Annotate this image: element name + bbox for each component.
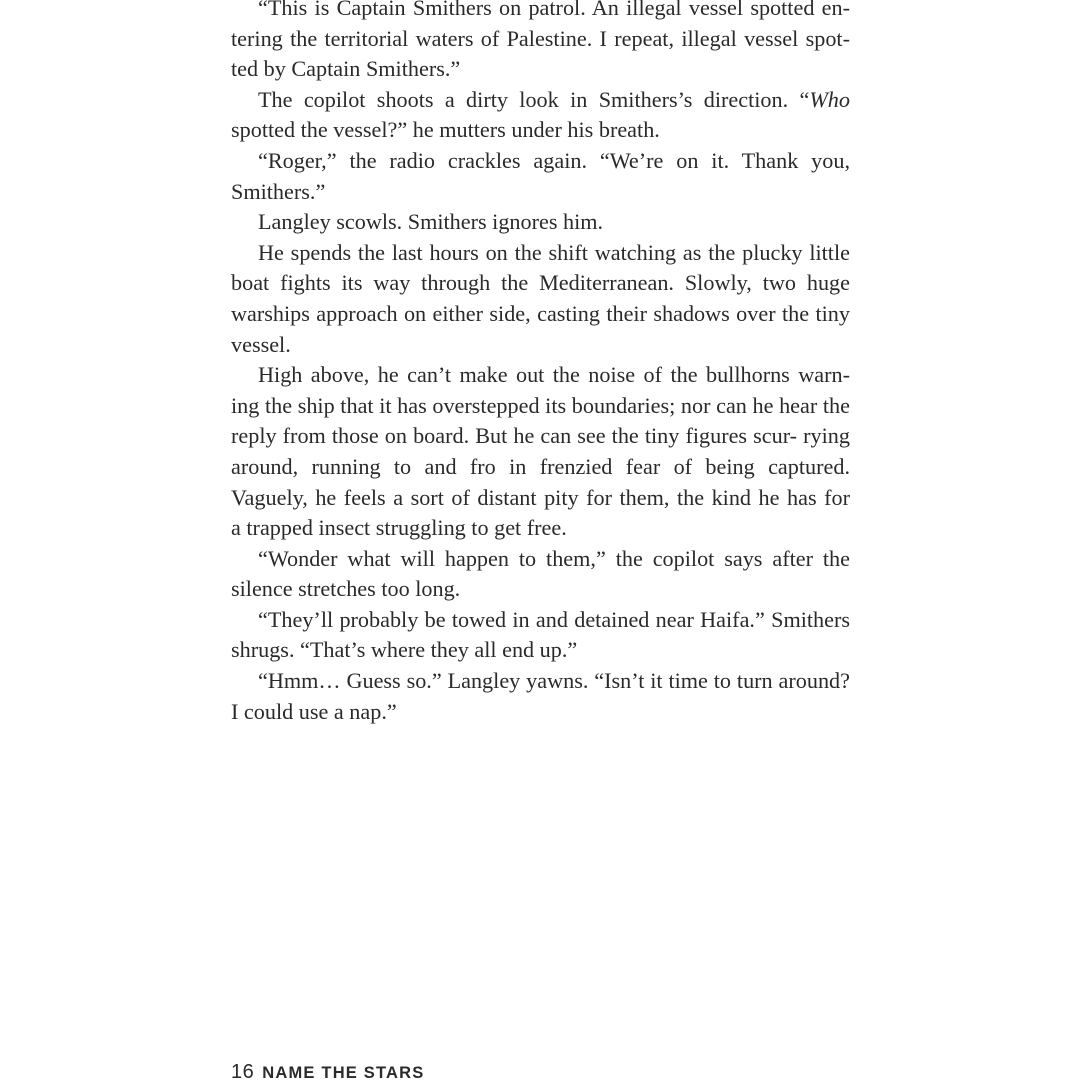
book-page: [231, 0, 850, 1083]
paragraph-1: [231, 0, 850, 54]
emphasis: Who: [809, 86, 850, 112]
line: ing the ship that it has overstepped its boundaries; nor can he hear: [231, 392, 818, 418]
line: a trapped insect struggling to get free.: [231, 515, 567, 541]
paragraph-text: spotted the vessel?” he mutters under his breath.: [231, 117, 660, 143]
paragraph-2: [231, 85, 850, 146]
running-title: NAME THE STARS: [262, 1064, 425, 1082]
body-text: [231, 0, 850, 727]
line: tering the territorial waters of Palestine. I repeat, illegal vessel spot-: [231, 25, 850, 51]
page-footer: [231, 1061, 425, 1084]
paragraph-1-end: [231, 54, 850, 85]
paragraph-9: “Hmm… Guess so.” Langley yawns. “Isn’t it time to turn around? I could use a nap.”: [231, 668, 850, 724]
paragraph-5: He spends the last hours on the shift watching as the plucky little boat fights its way through the Mediterranean. Slowly, two huge warships approach on either side, casting their shadows over the tiny vessel.: [231, 239, 850, 357]
line: the reply from those on board. But he can see the tiny figures scur-: [231, 392, 850, 449]
line: High above, he can’t make out the noise of the bullhorns warn-: [258, 362, 850, 388]
paragraph-6: [231, 360, 850, 513]
paragraph-text: The copilot shoots a dirty look in Smithers’s direction. “: [258, 86, 810, 112]
line: rying around, running to and fro in frenzied fear of being captured.: [231, 423, 850, 479]
paragraph-3: “Roger,” the radio crackles again. “We’re on it. Thank you, Smithers.”: [231, 147, 850, 204]
page-number: 16: [231, 1061, 255, 1083]
paragraph-8: “They’ll probably be towed in and detained near Haifa.” Smithers shrugs. “That’s where they all end up.”: [231, 606, 850, 663]
paragraph-7: “Wonder what will happen to them,” the copilot says after the silence stretches too long.: [231, 545, 850, 602]
paragraph-4: Langley scowls. Smithers ignores him.: [258, 209, 604, 235]
line: “This is Captain Smithers on patrol. An illegal vessel spotted en-: [258, 0, 850, 20]
line: ted by Captain Smithers.”: [231, 56, 461, 82]
line: Vaguely, he feels a sort of distant pity for them, the kind he has for: [231, 484, 850, 510]
paragraph-6-end: [231, 513, 850, 544]
